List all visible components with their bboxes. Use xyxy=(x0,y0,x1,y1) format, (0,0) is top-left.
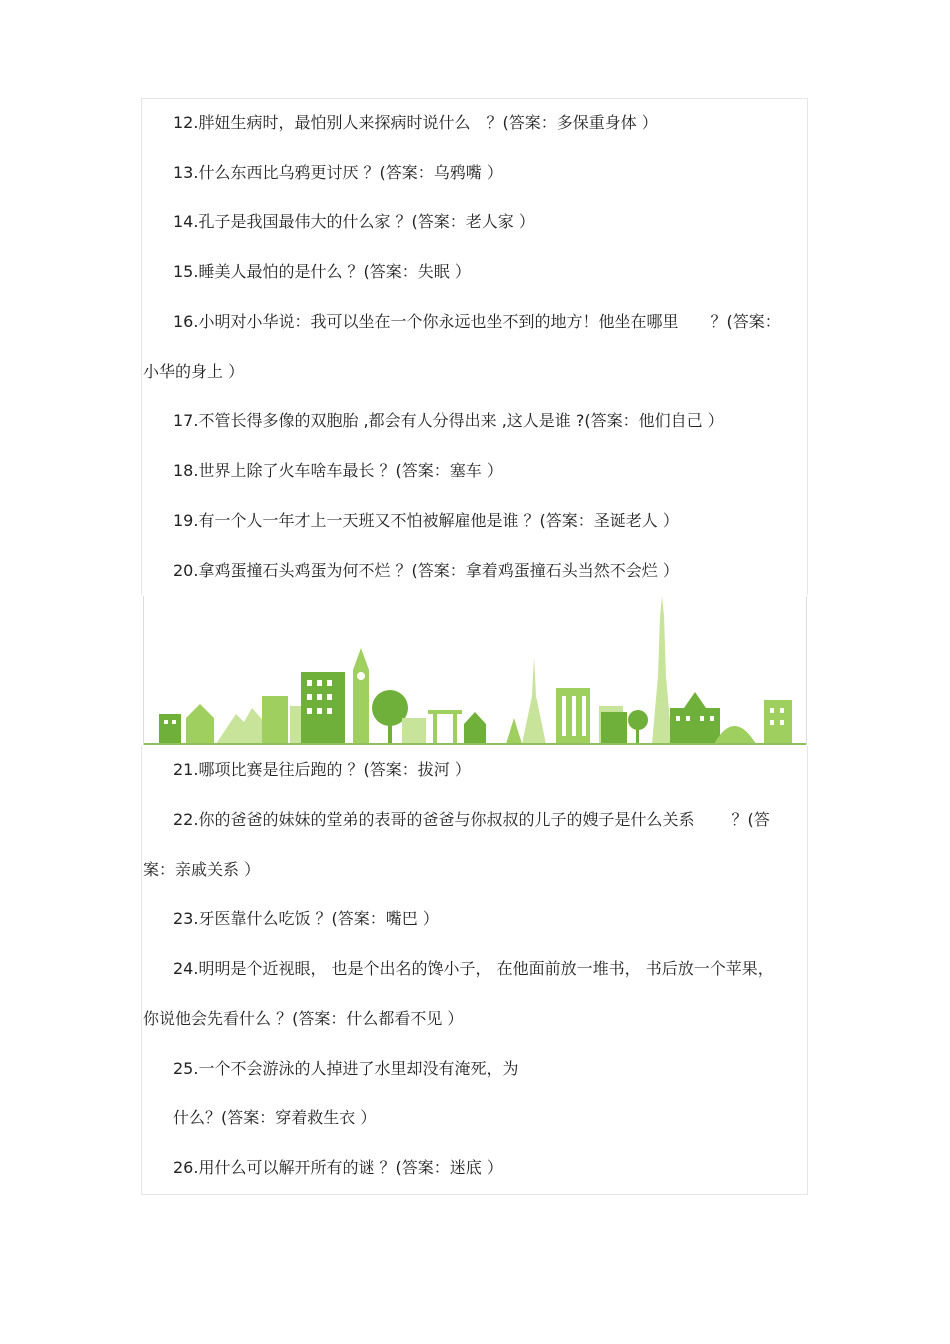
riddle-17: 17.不管长得多像的双胞胎 ,都会有人分得出来 ,这人是谁 ?(答案：他们自己 ） xyxy=(173,411,724,430)
ground-line xyxy=(144,743,806,745)
city-skyline-icon xyxy=(144,596,807,745)
riddle-12: 12.胖妞生病时，最怕别人来探病时说什么 ？(答案：多保重身体 ） xyxy=(173,113,658,132)
riddle-21: 21.哪项比赛是往后跑的 ？(答案：拔河 ） xyxy=(173,760,471,779)
riddle-16-line1: 16.小明对小华说：我可以坐在一个你永远也坐不到的地方！他坐在哪里 ？(答案： xyxy=(173,312,781,331)
riddle-22-line2: 案：亲戚关系 ） xyxy=(143,860,261,879)
riddle-24-line1: 24.明明是个近视眼， 也是个出名的馋小子， 在他面前放一堆书， 书后放一个苹果， xyxy=(173,959,774,978)
riddle-25-line1: 25.一个不会游泳的人掉进了水里却没有淹死，为 xyxy=(173,1059,519,1078)
riddle-26: 26.用什么可以解开所有的谜 ？(答案：迷底 ） xyxy=(173,1158,503,1177)
riddle-22-line1: 22.你的爸爸的妹妹的堂弟的表哥的爸爸与你叔叔的儿子的嫂子是什么关系 ？(答 xyxy=(173,810,770,829)
riddle-15: 15.睡美人最怕的是什么 ？(答案：失眠 ） xyxy=(173,262,471,281)
riddle-23: 23.牙医靠什么吃饭 ？(答案：嘴巴 ） xyxy=(173,909,439,928)
riddle-25-line2: 什么？(答案：穿着救生衣 ） xyxy=(173,1108,377,1127)
riddle-16-line2: 小华的身上 ） xyxy=(143,362,245,381)
riddle-19: 19.有一个人一年才上一天班又不怕被解雇他是谁 ？(答案：圣诞老人 ） xyxy=(173,511,679,530)
riddle-14: 14.孔子是我国最伟大的什么家 ？(答案：老人家 ） xyxy=(173,212,535,231)
riddle-13: 13.什么东西比乌鸦更讨厌 ？(答案：乌鸦嘴 ） xyxy=(173,163,503,182)
riddle-20: 20.拿鸡蛋撞石头鸡蛋为何不烂 ？(答案：拿着鸡蛋撞石头当然不会烂 ） xyxy=(173,561,679,580)
riddle-18: 18.世界上除了火车啥车最长 ？(答案：塞车 ） xyxy=(173,461,503,480)
riddle-24-line2: 你说他会先看什么 ？(答案：什么都看不见 ） xyxy=(143,1009,464,1028)
city-skyline-banner xyxy=(143,596,807,745)
